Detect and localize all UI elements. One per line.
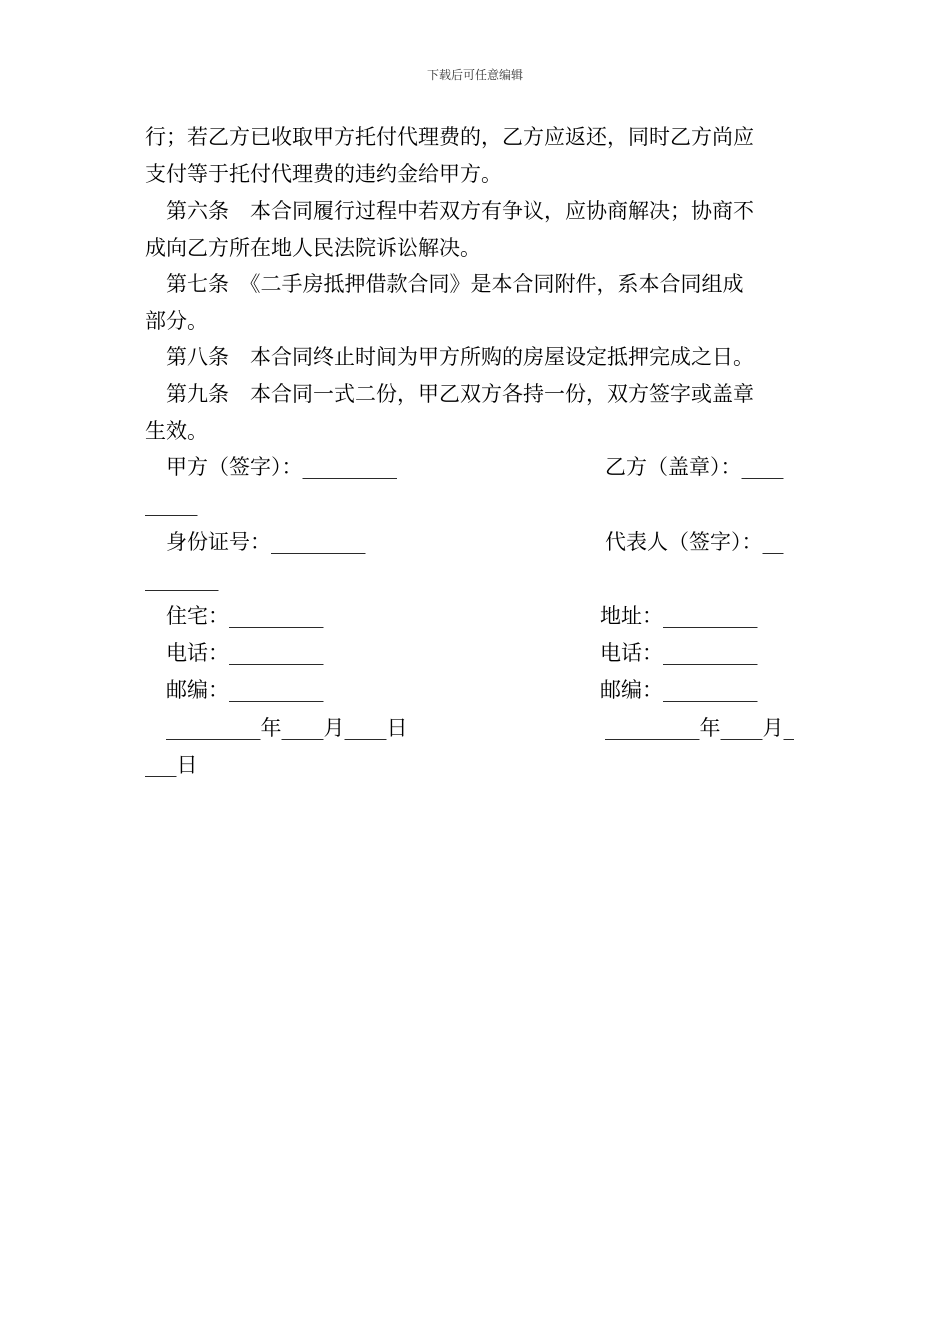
id-number-field: 身份证号：_________ bbox=[145, 530, 366, 554]
residence-field: 住宅：_________ bbox=[145, 604, 324, 628]
page-header-note: 下载后可任意编辑 bbox=[426, 68, 523, 82]
party-a-signature-field: 甲方（签字）：_________ bbox=[145, 455, 397, 479]
clause-nine-line: 第九条 本合同一式二份，甲乙双方各持一份，双方签字或盖章 bbox=[145, 382, 754, 406]
phone-field-right: 电话：_________ bbox=[600, 641, 758, 665]
representative-signature-field: 代表人（签字）：__ bbox=[605, 530, 784, 554]
paragraph-line: 成向乙方所在地人民法院诉讼解决。 bbox=[145, 236, 481, 260]
clause-seven-line: 第七条 《二手房抵押借款合同》是本合同附件，系本合同组成 bbox=[145, 272, 744, 296]
postcode-field-left: 邮编：_________ bbox=[145, 678, 324, 702]
postcode-field-right: 邮编：_________ bbox=[600, 678, 758, 702]
party-b-seal-field: 乙方（盖章）：____ bbox=[605, 455, 784, 479]
paragraph-line: 生效。 bbox=[145, 419, 208, 443]
paragraph-line: 行；若乙方已收取甲方托付代理费的，乙方应返还，同时乙方尚应 bbox=[145, 125, 754, 149]
date-field-right: _________年____月_ bbox=[605, 716, 794, 740]
paragraph-line: 部分。 bbox=[145, 309, 208, 333]
representative-signature-continuation: _______ bbox=[145, 567, 219, 591]
date-field-left: _________年____月____日 bbox=[145, 716, 408, 740]
date-field-right-continuation: ___日 bbox=[145, 753, 198, 777]
clause-six-line: 第六条 本合同履行过程中若双方有争议，应协商解决；协商不 bbox=[145, 199, 754, 223]
party-b-seal-field-continuation: _____ bbox=[145, 492, 198, 516]
paragraph-line: 支付等于托付代理费的违约金给甲方。 bbox=[145, 162, 502, 186]
phone-field-left: 电话：_________ bbox=[145, 641, 324, 665]
clause-eight-line: 第八条 本合同终止时间为甲方所购的房屋设定抵押完成之日。 bbox=[145, 345, 754, 369]
address-field: 地址：_________ bbox=[600, 604, 758, 628]
